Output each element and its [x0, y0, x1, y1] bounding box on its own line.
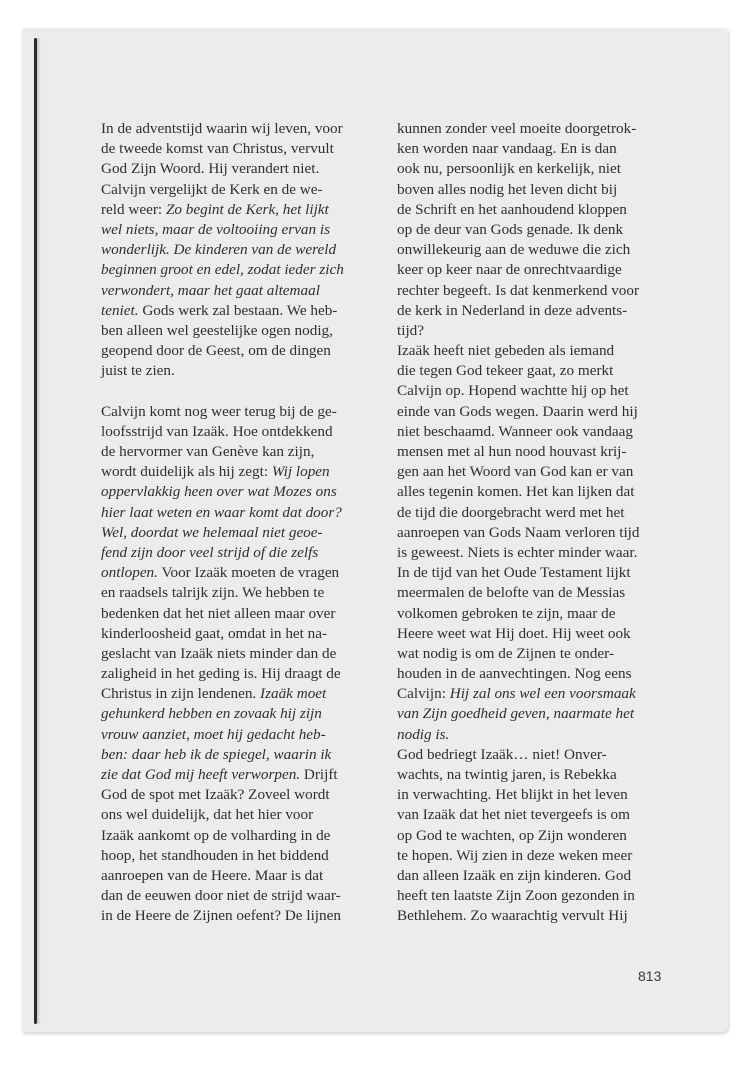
- text-line: zaligheid in het geding is. Hij draagt de: [101, 665, 341, 683]
- text-line: teniet. Gods werk zal bestaan. We heb-: [101, 301, 338, 319]
- text-line: dan de eeuwen door niet de strijd waar-: [101, 887, 341, 905]
- text-line: vrouw aanziet, moet hij gedacht heb-: [101, 725, 326, 743]
- text-line: ontlopen. Voor Izaäk moeten de vragen: [101, 564, 340, 582]
- text-line: bedenken dat het niet alleen maar over: [101, 604, 336, 622]
- text-line: de kerk in Nederland in deze advents-: [397, 301, 628, 319]
- text-line: In de tijd van het Oude Testament lijkt: [397, 564, 631, 582]
- text-line: hier laat weten en waar komt dat door?: [101, 503, 342, 521]
- text-line: dan alleen Izaäk en zijn kinderen. God: [397, 866, 632, 884]
- text-line: verwondert, maar het gaat altemaal: [101, 281, 320, 299]
- text-line: van Zijn goedheid geven, naarmate het: [397, 705, 635, 723]
- text-line: geopend door de Geest, om de dingen: [101, 342, 331, 360]
- text-line: God Zijn Woord. Hij verandert niet.: [101, 160, 320, 178]
- text-line: ben alleen wel geestelijke ogen nodig,: [101, 321, 333, 339]
- text-line: gehunkerd hebben en zovaak hij zijn: [101, 705, 322, 723]
- text-line: God de spot met Izaäk? Zoveel wordt: [101, 786, 330, 804]
- text-line: boven alles nodig het leven dicht bij: [397, 180, 618, 198]
- text-line: mensen met al hun nood houvast krij-: [397, 443, 627, 460]
- text-line: heeft ten laatste Zijn Zoon gezonden in: [397, 887, 635, 905]
- paragraph-gap: [101, 381, 363, 401]
- text-line: zie dat God mij heeft verworpen. Drijft: [101, 766, 338, 783]
- text-line: rechter begeeft. Is dat kenmerkend voor: [397, 281, 640, 299]
- text-line: onwillekeurig aan de weduwe die zich: [397, 241, 631, 259]
- text-line: fend zijn door veel strijd of die zelfs: [101, 543, 319, 561]
- text-line: Calvijn op. Hopend wachtte hij op het: [397, 382, 629, 400]
- text-line: meermalen de belofte van de Messias: [397, 584, 626, 602]
- text-line: niet beschaamd. Wanneer ook vandaag: [397, 422, 633, 440]
- text-line: op de deur van Gods genade. Ik denk: [397, 220, 624, 238]
- text-line: aanroepen van Gods Naam verloren tijd: [397, 523, 640, 541]
- text-line: in verwachting. Het blijkt in het leven: [397, 786, 628, 804]
- text-line: de hervormer van Genève kan zijn,: [101, 443, 315, 460]
- text-line: op God te wachten, op Zijn wonderen: [397, 826, 627, 844]
- text-line: nodig is.: [397, 725, 450, 743]
- text-line: Christus in zijn lendenen. Izaäk moet: [101, 685, 327, 703]
- text-line: van Izaäk dat het niet tevergeefs is om: [397, 806, 630, 824]
- right-column: [397, 119, 659, 927]
- text-line: is geweest. Niets is echter minder waar.: [397, 543, 638, 561]
- text-line: juist te zien.: [101, 362, 175, 380]
- text-line: ben: daar heb ik de spiegel, waarin ik: [101, 745, 332, 763]
- text-line: wonderlijk. De kinderen van de wereld: [101, 241, 337, 259]
- text-line: wel niets, maar de voltooiing ervan is: [101, 220, 331, 238]
- text-line: Heere weet wat Hij doet. Hij weet ook: [397, 624, 631, 642]
- text-line: oppervlakkig heen over wat Mozes ons: [101, 483, 337, 501]
- text-line: wat nodig is om de Zijnen te onder-: [397, 644, 614, 662]
- text-line: hoop, het standhouden in het biddend: [101, 846, 329, 864]
- text-line: Calvijn: Hij zal ons wel een voorsmaak: [397, 685, 636, 703]
- text-line: alles tegenin komen. Het kan lijken dat: [397, 483, 635, 501]
- text-line: die tegen God tekeer gaat, zo merkt: [397, 362, 614, 380]
- text-line: kinderloosheid gaat, omdat in het na-: [101, 624, 328, 642]
- text-line: in de Heere de Zijnen oefent? De lijnen: [101, 907, 341, 925]
- text-line: gen aan het Woord van God kan er van: [397, 463, 634, 481]
- text-line: In de adventstijd waarin wij leven, voor: [101, 120, 343, 137]
- text-line: keer op keer naar de onrechtvaardige: [397, 261, 622, 279]
- text-line: kunnen zonder veel moeite doorgetrok-: [397, 120, 637, 137]
- text-line: te hopen. Wij zien in deze weken meer: [397, 846, 633, 864]
- text-line: ken worden naar vandaag. En is dan: [397, 140, 617, 158]
- text-line: Calvijn vergelijkt de Kerk en de we-: [101, 180, 323, 198]
- text-line: tijd?: [397, 321, 424, 339]
- text-line: de tijd die doorgebracht werd met het: [397, 503, 625, 521]
- text-line: beginnen groot en edel, zodat ieder zich: [101, 261, 344, 279]
- text-line: loofsstrijd van Izaäk. Hoe ontdekkend: [101, 422, 333, 440]
- text-line: Wel, doordat we helemaal niet geoe-: [101, 523, 323, 541]
- text-line: ook nu, persoonlijk en kerkelijk, niet: [397, 160, 621, 178]
- text-line: ons wel duidelijk, dat het hier voor: [101, 806, 314, 824]
- text-line: Calvijn komt nog weer terug bij de ge-: [101, 402, 337, 420]
- text-line: wachts, na twintig jaren, is Rebekka: [397, 766, 617, 783]
- text-line: houden in de aanvechtingen. Nog eens: [397, 665, 632, 683]
- text-line: einde van Gods wegen. Daarin werd hij: [397, 402, 638, 420]
- text-line: geslacht van Izaäk niets minder dan de: [101, 644, 337, 662]
- text-line: volkomen gebroken te zijn, maar de: [397, 604, 616, 622]
- text-line: Izaäk aankomt op de volharding in de: [101, 826, 331, 844]
- text-line: reld weer: Zo begint de Kerk, het lijkt: [101, 200, 329, 218]
- page-number: 813: [638, 968, 662, 984]
- text-line: Bethlehem. Zo waarachtig vervult Hij: [397, 907, 628, 925]
- binding-shadow: [37, 38, 41, 1024]
- text-line: Izaäk heeft niet gebeden als iemand: [397, 342, 615, 360]
- text-line: de Schrift en het aanhoudend kloppen: [397, 200, 627, 218]
- text-line: wordt duidelijk als hij zegt: Wij lopen: [101, 463, 330, 481]
- text-line: de tweede komst van Christus, vervult: [101, 140, 334, 158]
- left-column: [101, 119, 363, 927]
- text-line: en raadsels talrijk zijn. We hebben te: [101, 584, 325, 602]
- text-line: aanroepen van de Heere. Maar is dat: [101, 866, 324, 884]
- text-line: God bedriegt Izaäk… niet! Onver-: [397, 745, 607, 763]
